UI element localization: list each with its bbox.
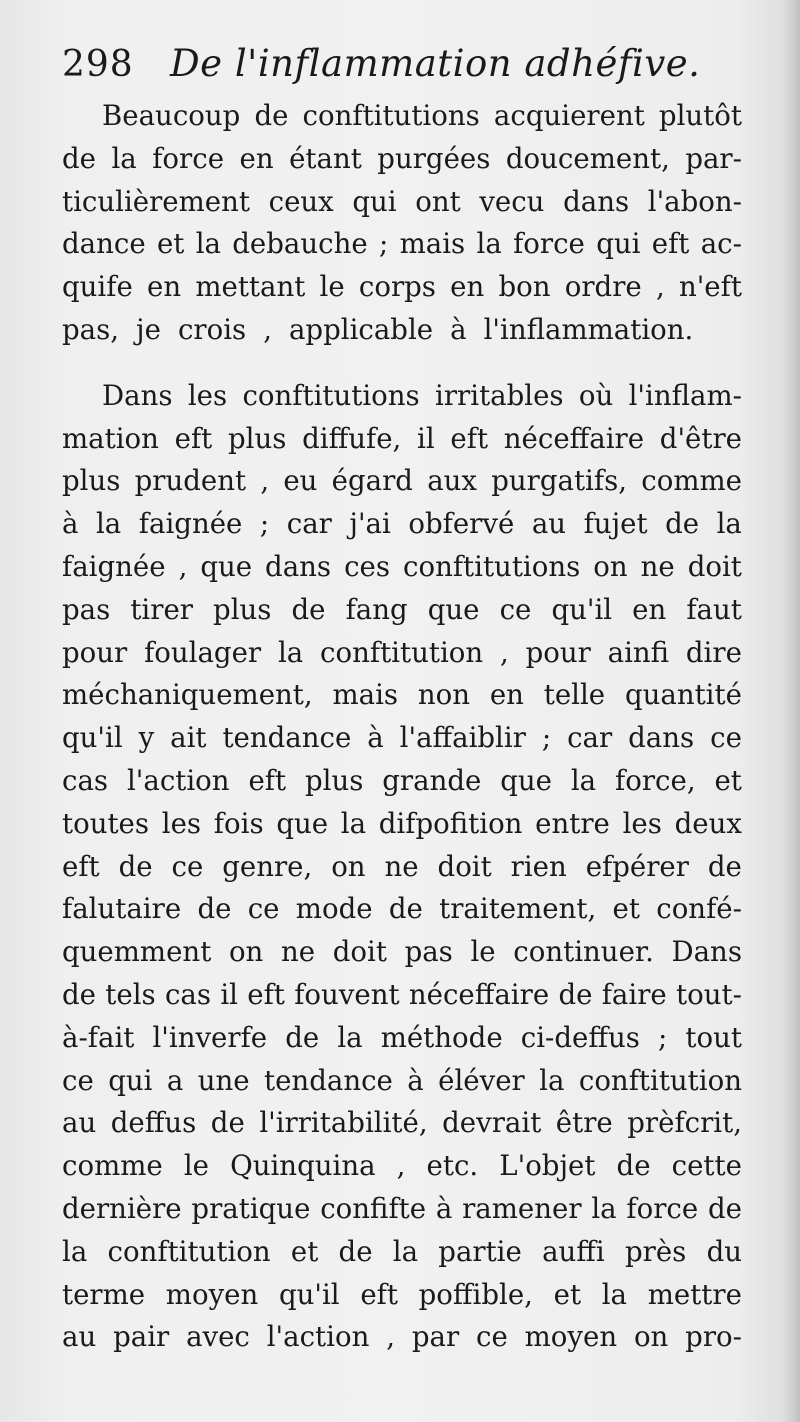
text-line: quemment on ne doit pas le continuer. Dans bbox=[62, 935, 742, 969]
text-line: ce qui a une tendance à éléver la conftitution bbox=[62, 1063, 742, 1097]
text-line: pour foulager la conftitution , pour ainfi dire bbox=[62, 635, 742, 669]
text-line: mation eft plus diffufe, il eft néceffaire d'être bbox=[62, 421, 742, 455]
text-line: ticulièrement ceux qui ont vecu dans l'abon- bbox=[62, 184, 742, 218]
text-line: quife en mettant le corps en bon ordre , n'eft bbox=[62, 270, 742, 304]
text-line: Dans les conftitutions irritables où l'inflam- bbox=[102, 378, 742, 412]
text-line: dernière pratique confifte à ramener la force de bbox=[62, 1191, 742, 1225]
text-line: au deffus de l'irritabilité, devrait être prèfcrit, bbox=[62, 1106, 742, 1140]
text-line: au pair avec l'action , par ce moyen on pro- bbox=[62, 1320, 742, 1354]
page-edge-shadow bbox=[782, 0, 800, 1422]
text-line: terme moyen qu'il eft poffible, et la mettre bbox=[62, 1277, 742, 1311]
text-line: faignée , que dans ces conftitutions on ne doit bbox=[62, 549, 742, 583]
text-line: dance et la debauche ; mais la force qui eft ac- bbox=[62, 227, 742, 261]
text-line: qu'il y ait tendance à l'affaiblir ; car dans ce bbox=[62, 721, 742, 755]
text-line: pas tirer plus de fang que ce qu'il en faut bbox=[62, 592, 742, 626]
text-line: à-fait l'inverfe de la méthode ci-deffus ; tout bbox=[62, 1020, 742, 1054]
text-line: pas, je crois , applicable à l'inflammation. bbox=[62, 312, 694, 346]
page-header bbox=[62, 40, 742, 96]
page-body-text bbox=[62, 95, 742, 1359]
text-line: méchaniquement, mais non en telle quantité bbox=[62, 678, 742, 712]
text-line: falutaire de ce mode de traitement, et confé- bbox=[62, 892, 742, 926]
text-line: à la faignée ; car j'ai obfervé au fujet de la bbox=[62, 507, 742, 541]
text-line: de tels cas il eft fouvent néceffaire de faire tout- bbox=[62, 977, 742, 1011]
text-line: toutes les fois que la difpofition entre les deux bbox=[62, 806, 742, 840]
text-line: la conftitution et de la partie auffi près du bbox=[62, 1234, 742, 1268]
paragraph-gap bbox=[62, 352, 742, 375]
page-number: 298 bbox=[62, 44, 134, 85]
text-line: Beaucoup de conftitutions acquierent plutôt bbox=[102, 99, 742, 132]
running-title: De l'inflammation adhéfive. bbox=[170, 42, 701, 85]
text-line: de la force en étant purgées doucement, par- bbox=[62, 141, 742, 175]
text-line: cas l'action eft plus grande que la force, et bbox=[62, 763, 742, 797]
text-line: plus prudent , eu égard aux purgatifs, comme bbox=[62, 464, 742, 498]
text-line: eft de ce genre, on ne doit rien efpérer de bbox=[62, 849, 742, 883]
text-line: comme le Quinquina , etc. L'objet de cette bbox=[62, 1149, 742, 1183]
